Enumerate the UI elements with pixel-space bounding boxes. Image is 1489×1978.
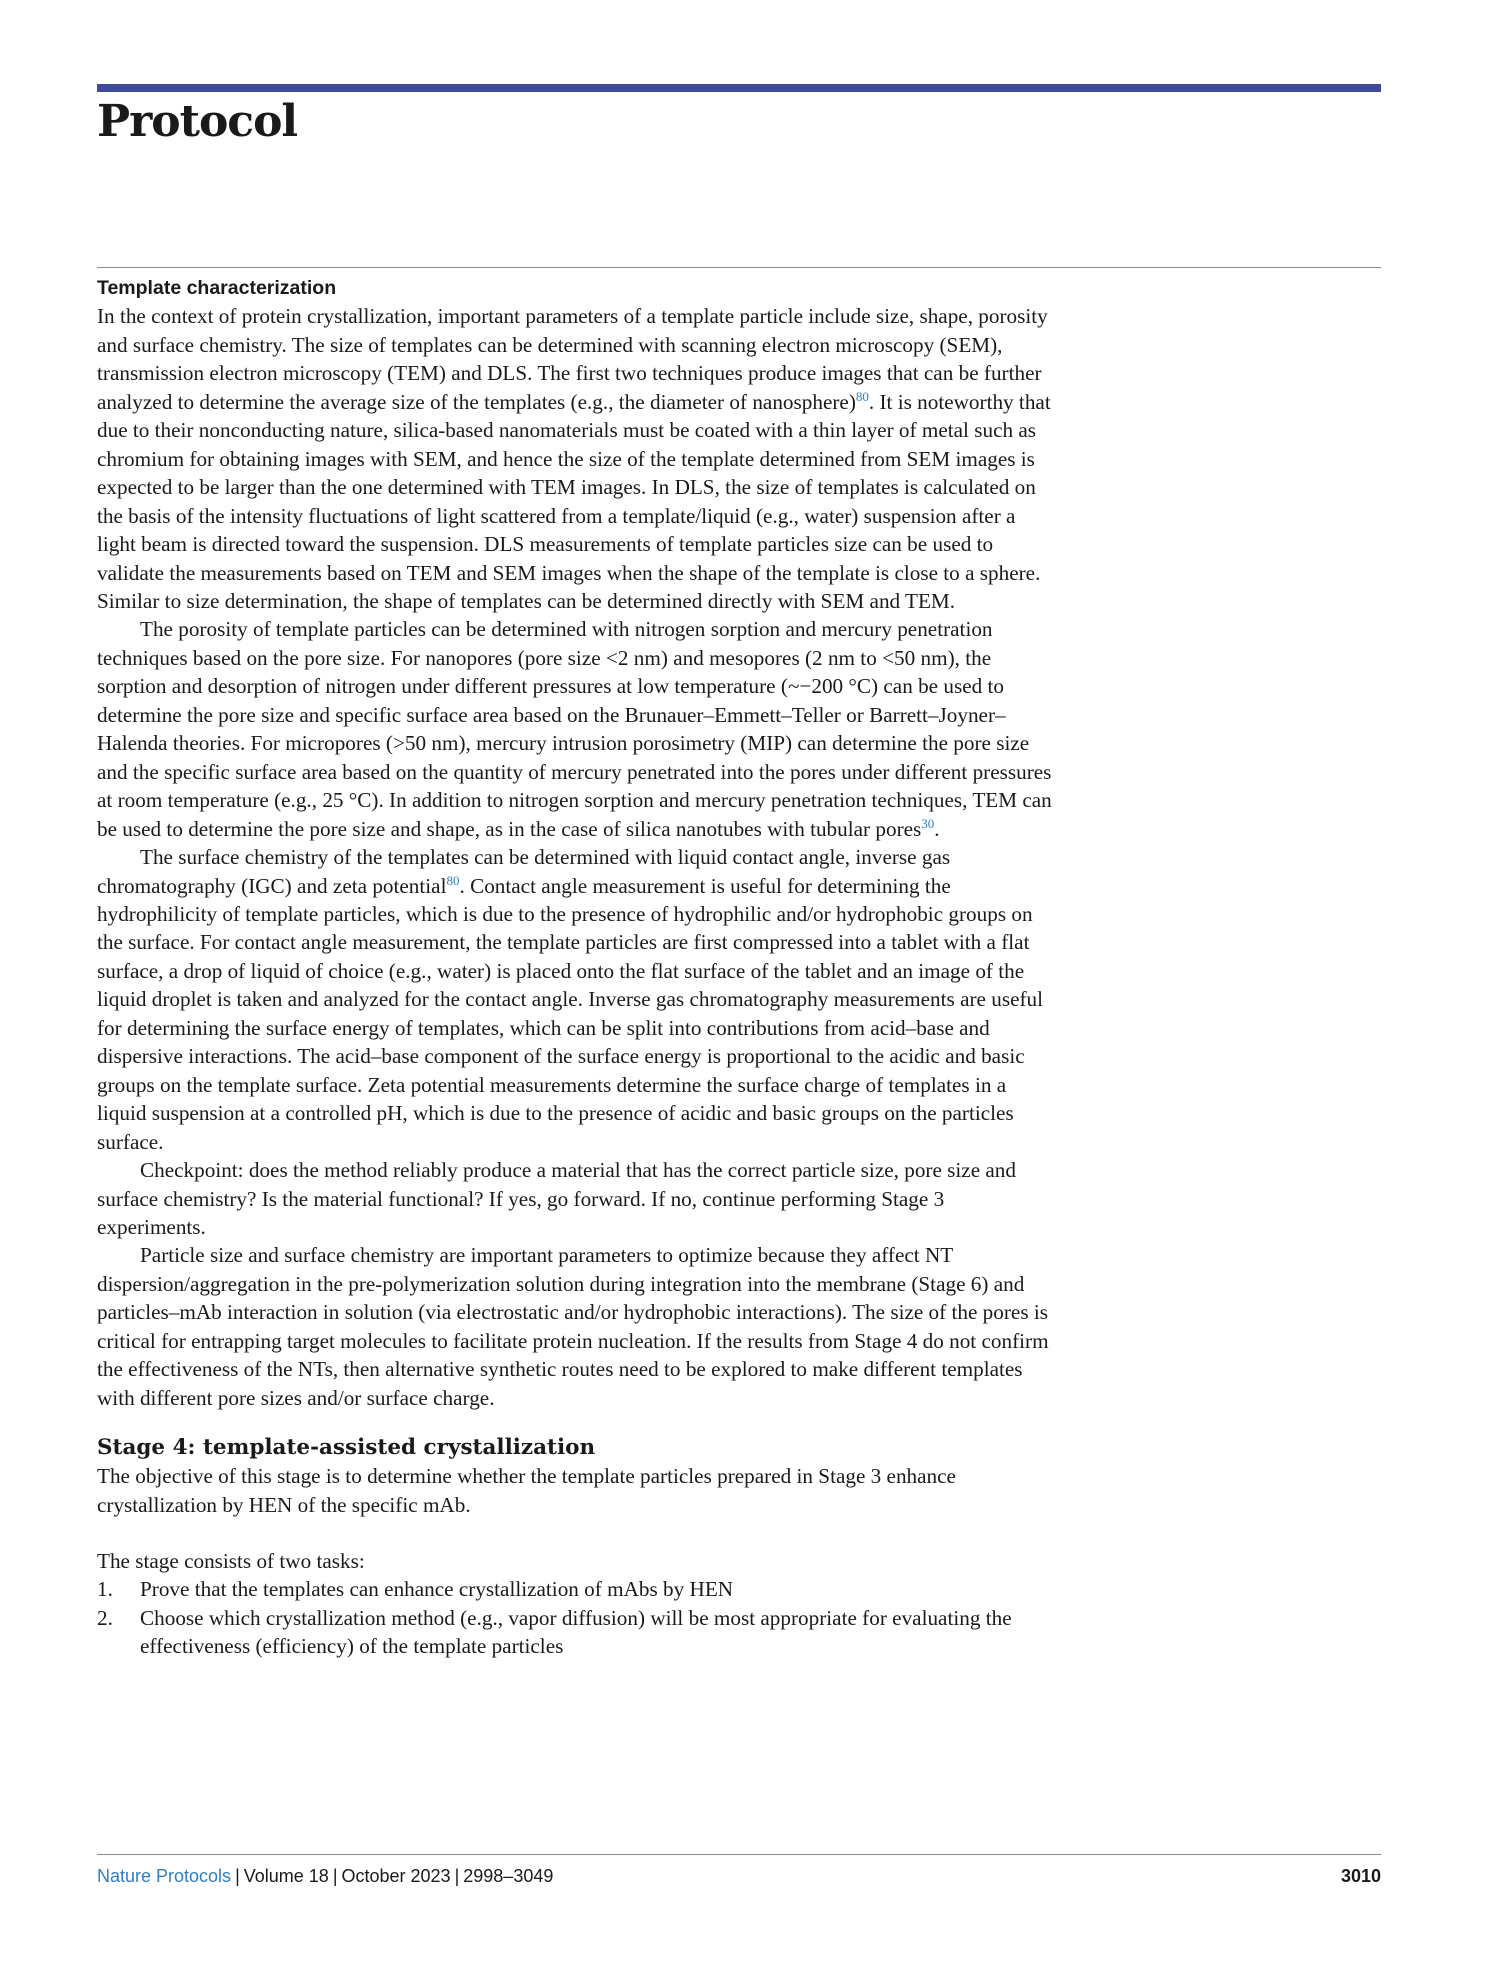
list-item-text: Choose which crystallization method (e.g., vapor diffusion) will be most appropriate for evaluating the effectiveness (efficiency) of the template particles: [140, 1605, 1012, 1659]
footer-separator: |: [235, 1866, 240, 1886]
list-item: [97, 1575, 1057, 1603]
citation-link[interactable]: 80: [446, 872, 460, 888]
page-footer: [97, 1866, 1381, 1887]
article-body: [97, 274, 1057, 1661]
spacer: [97, 1519, 1057, 1547]
paragraph-text: . It is noteworthy that due to their nonconducting nature, silica-based nanomaterials must be coated with a thin layer of metal such as chromium for obtaining images with SEM, and hence the size of the template determined from SEM images is expected to be larger than the one determined with TEM images. In DLS, the size of templates is calculated on the basis of the intensity fluctuations of light scattered from a template/liquid (e.g., water) suspension after a light beam is directed toward the suspension. DLS measurements of template particles size can be used to validate the measurements based on TEM and SEM images when the shape of the template is close to a sphere. Similar to size determination, the shape of templates can be determined directly with SEM and TEM.: [97, 389, 1051, 613]
list-item-text: Prove that the templates can enhance crystallization of mAbs by HEN: [140, 1577, 734, 1602]
paragraph-size: [97, 302, 1057, 615]
paragraph-checkpoint: Checkpoint: does the method reliably produce a material that has the correct particle size, pore size and surface chemistry? Is the material functional? If yes, go forward. If no, continue performing Stage 3 experiments.: [97, 1158, 1016, 1239]
page-header-title: Protocol: [97, 96, 298, 147]
paragraph-text: . Contact angle measurement is useful for determining the hydrophilicity of template particles, which is due to the presence of hydrophilic and/or hydrophobic groups on the surface. For contact angle measurement, the template particles are first compressed into a tablet with a flat surface, a drop of liquid of choice (e.g., water) is placed onto the flat surface of the tablet and an image of the liquid droplet is taken and analyzed for the contact angle. Inverse gas chromatography measurements are useful for determining the surface energy of templates, which can be split into contributions from acid–base and dispersive interactions. The acid–base component of the surface energy is proportional to the acidic and basic groups on the template surface. Zeta potential measurements determine the surface charge of templates in a liquid suspension at a controlled pH, which is due to the presence of acidic and basic groups on the particles surface.: [97, 873, 1044, 1154]
paragraph-text: The surface chemistry of the templates can be determined with liquid contact angle, inverse gas chromatography (IGC) and zeta potential: [97, 845, 951, 898]
paragraph-porosity: [97, 615, 1057, 843]
paragraph-text: In the context of protein crystallization, important parameters of a template particle include size, shape, porosity and surface chemistry. The size of templates can be determined with scanning electron microscopy (SEM), transmission electron microscopy (TEM) and DLS. The first two techniques produce images that can be further analyzed to determine the average size of the templates (e.g., the diameter of nanosphere): [97, 304, 1048, 414]
citation-link[interactable]: 80: [855, 388, 869, 404]
journal-name-link[interactable]: Nature Protocols: [97, 1866, 232, 1886]
page-number: 3010: [1340, 1866, 1381, 1886]
citation-link[interactable]: 30: [921, 815, 935, 831]
list-number: 1.: [97, 1577, 113, 1602]
list-item: [97, 1604, 1057, 1661]
section-heading-template-characterization: Template characterization: [97, 277, 337, 299]
section-divider: [97, 267, 1381, 268]
footer-separator: |: [332, 1866, 338, 1886]
section-heading-stage-4: Stage 4: template-assisted crystallization: [97, 1435, 596, 1461]
footer-date: October 2023: [341, 1866, 451, 1886]
paragraph-surface-chemistry: [97, 843, 1057, 1156]
task-list: [97, 1575, 1057, 1660]
paragraph-text: The porosity of template particles can be determined with nitrogen sorption and mercury penetration techniques based on the pore size. For nanopores (pore size <2 nm) and mesopores (2 nm to <50 nm), the sorption and desorption of nitrogen under different pressures at low temperature (~−200 °C) can be used to determine the pore size and specific surface area based on the Brunauer–Emmett–Teller or Barrett–Joyner–Halenda theories. For micropores (>50 nm), mercury intrusion porosimetry (MIP) can determine the pore size and the specific surface area based on the quantity of mercury penetrated into the pores under different pressures at room temperature (e.g., 25 °C). In addition to nitrogen sorption and mercury penetration techniques, TEM can be used to determine the pore size and shape, as in the case of silica nanotubes with tubular pores: [97, 617, 1052, 841]
paragraph-tasks-intro: The stage consists of two tasks:: [97, 1549, 365, 1574]
footer-divider: [97, 1854, 1381, 1855]
footer-separator: |: [454, 1866, 460, 1886]
paragraph-text: .: [934, 816, 940, 841]
paragraph-objective: The objective of this stage is to determine whether the template particles prepared in Stage 3 enhance crystallization by HEN of the specific mAb.: [97, 1464, 956, 1517]
paragraph-optimization: Particle size and surface chemistry are important parameters to optimize because they affect NT dispersion/aggregation in the pre-polymerization solution during integration into the membrane (Stage 6) and particles–mAb interaction in solution (via electrostatic and/or hydrophobic interactions). The size of the pores is critical for entrapping target molecules to facilitate protein nucleation. If the results from Stage 4 do not confirm the effectiveness of the NTs, then alternative synthetic routes need to be explored to make different templates with different pore sizes and/or surface charge.: [97, 1243, 1049, 1410]
footer-volume: Volume 18: [243, 1866, 329, 1886]
footer-page-range: 2998–3049: [463, 1866, 554, 1886]
header-rule: [97, 84, 1381, 92]
list-number: 2.: [97, 1605, 113, 1630]
